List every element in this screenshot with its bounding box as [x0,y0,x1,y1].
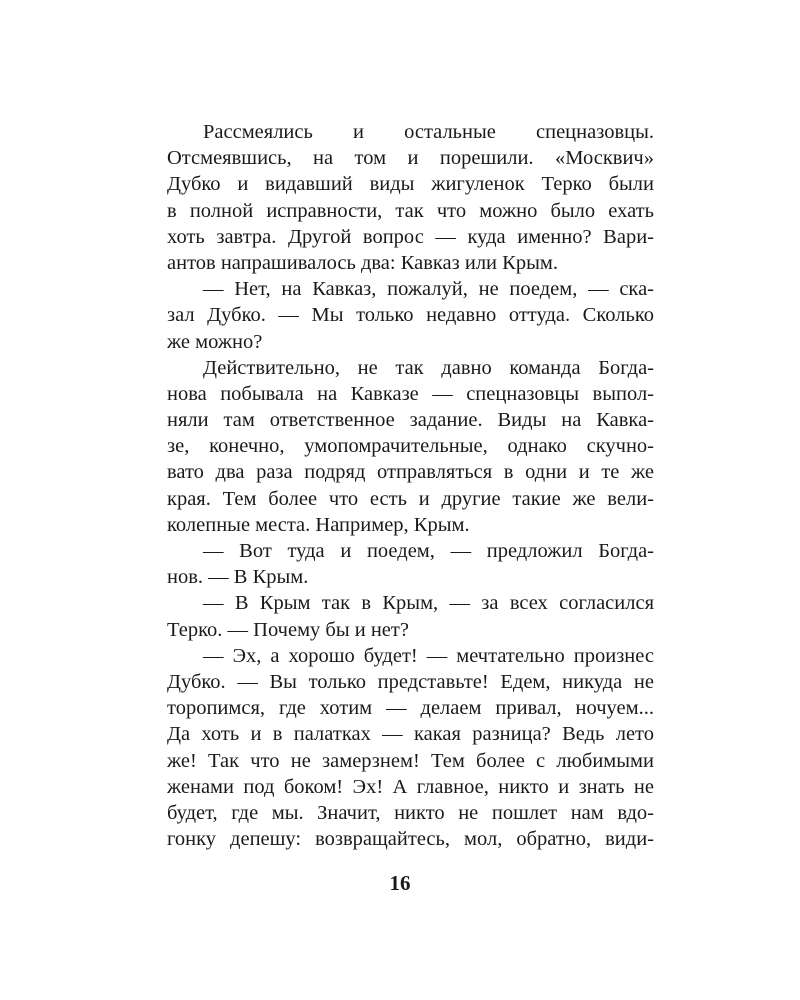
text-line: зе, конечно, умопомрачительные, однако скучно- [167,435,654,458]
text-line: будет, где мы. Значит, никто не пошлет нам вдо- [167,801,654,824]
body-text [167,119,654,852]
text-line: — Нет, на Кавказ, пожалуй, не поедем, — ска- [203,278,654,301]
text-line: зал Дубко. — Мы только недавно оттуда. Сколько [167,304,654,327]
paragraph [167,355,654,538]
paragraph [167,590,654,642]
text-line: Отсмеявшись, на том и порешили. «Москвич» [167,147,654,170]
text-line: торопимся, где хотим — делаем привал, ночуем... [167,697,654,720]
text-line: Дубко и видавший виды жигуленок Терко были [167,173,654,196]
text-line: антов напрашивалось два: Кавказ или Крым. [167,251,558,274]
text-line: нов. — В Крым. [167,566,309,589]
text-line: няли там ответственное задание. Виды на Кавка- [167,409,654,432]
text-line: Действительно, не так давно команда Богда- [203,356,654,379]
text-line: нова побывала на Кавказе — спецназовцы выпол- [167,382,654,405]
text-line: вато два раза подряд отправляться в одни и те же [167,461,654,484]
page-number: 16 [389,871,411,895]
text-line: — Вот туда и поедем, — предложил Богда- [203,540,654,562]
paragraph [167,643,654,853]
paragraph [167,538,654,590]
text-line: колепные места. Например, Крым. [167,513,470,536]
text-line: Рассмеялись и остальные спецназовцы. [203,121,654,143]
text-line: хоть завтра. Другой вопрос — куда именно? Вари- [167,225,654,248]
text-line: Терко. — Почему бы и нет? [167,618,409,641]
text-line: в полной исправности, так что можно было ехать [167,199,654,222]
text-line: женами под боком! Эх! А главное, никто и знать не [167,775,654,798]
text-line: — Эх, а хорошо будет! — мечтательно произнес [203,644,654,667]
text-line: же можно? [167,330,263,353]
text-line: Да хоть и в палатках — какая разница? Ведь лето [167,723,654,746]
text-line: — В Крым так в Крым, — за всех согласился [203,592,654,615]
paragraph [167,119,654,276]
paragraph [167,276,654,355]
text-line: края. Тем более что есть и другие такие же вели- [167,487,654,510]
text-line: Дубко. — Вы только представьте! Едем, никуда не [167,670,654,693]
text-line: же! Так что не замерзнем! Тем более с любимыми [167,749,654,772]
text-line: гонку депешу: возвращайтесь, мол, обратно, види- [167,828,654,851]
